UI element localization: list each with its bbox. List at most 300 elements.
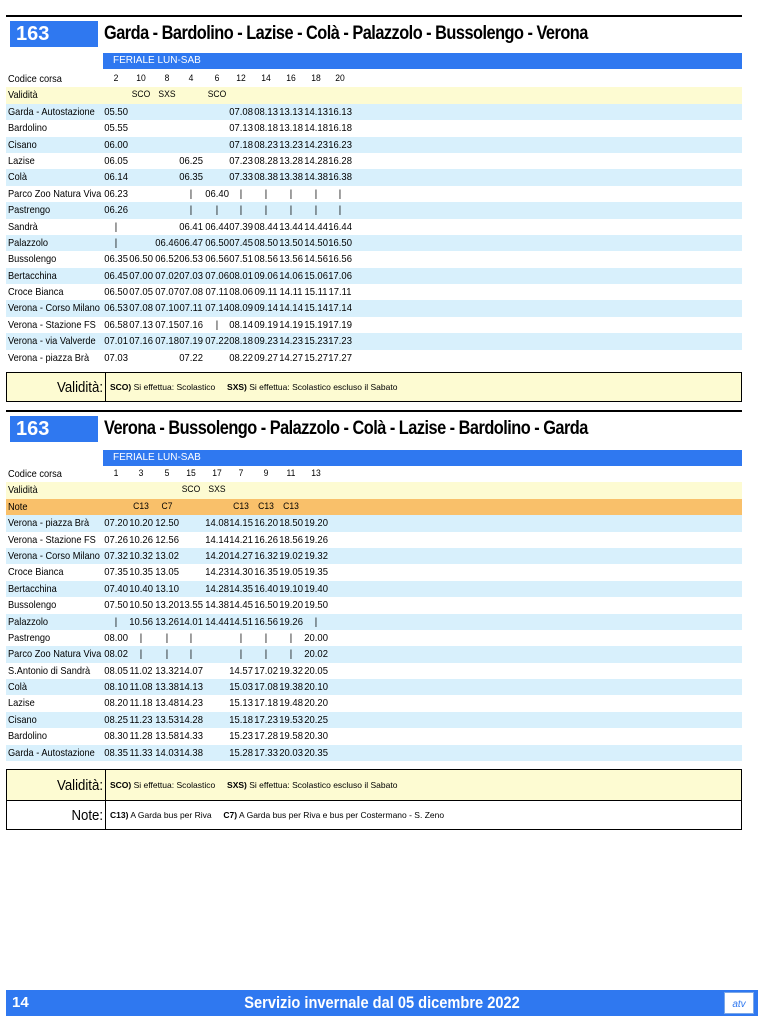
departure-time: 10.26 [129, 533, 153, 546]
service-type-bar [103, 53, 742, 69]
departure-time: 08.30 [104, 730, 128, 743]
row-label: Parco Zoo Natura Viva [8, 648, 102, 661]
departure-time: 07.40 [104, 582, 128, 595]
departure-time: | [289, 648, 293, 661]
departure-time: 06.50 [104, 286, 128, 299]
departure-time: 13.26 [155, 615, 179, 628]
legend-validita-label: Validità: [57, 777, 103, 794]
departure-time: 14.15 [229, 517, 253, 530]
departure-time: 07.35 [104, 566, 128, 579]
departure-time: 17.33 [254, 746, 278, 759]
departure-time: 08.50 [254, 236, 278, 249]
departure-time: 13.48 [155, 697, 179, 710]
trip-code: 14 [261, 73, 271, 84]
departure-time: | [314, 204, 318, 217]
stop-row [6, 153, 742, 169]
legend-code: SCO) [110, 780, 132, 790]
departure-time: | [139, 648, 143, 661]
stop-row [6, 564, 742, 580]
departure-time: 15.23 [304, 335, 328, 348]
departure-time: | [189, 648, 193, 661]
departure-time: 14.38 [304, 171, 328, 184]
departure-time: 19.02 [279, 549, 303, 562]
route-title: Garda - Bardolino - Lazise - Colà - Palazzolo - Bussolengo - Verona [104, 23, 588, 44]
departure-time: 10.40 [129, 582, 153, 595]
note-code: C13 [258, 500, 274, 512]
departure-time: | [189, 204, 193, 217]
departure-time: 07.16 [179, 318, 203, 331]
departure-time: 10.35 [129, 566, 153, 579]
row-label: Parco Zoo Natura Viva [8, 187, 102, 200]
departure-time: 07.02 [155, 269, 179, 282]
validita-row [6, 87, 742, 103]
departure-time: | [338, 204, 342, 217]
service-type-label: FERIALE LUN-SAB [113, 55, 201, 66]
stop-row [6, 695, 742, 711]
departure-time: 10.32 [129, 549, 153, 562]
departure-time: | [165, 631, 169, 644]
stop-row [6, 630, 742, 646]
departure-time: | [264, 187, 268, 200]
stop-row [6, 169, 742, 185]
route-header [6, 17, 742, 51]
departure-time: 08.25 [104, 713, 128, 726]
departure-time: 07.08 [229, 105, 253, 118]
departure-time: 15.27 [304, 351, 328, 364]
row-label: Sandrà [8, 220, 38, 233]
departure-time: 06.50 [129, 253, 153, 266]
departure-time: 19.26 [304, 533, 328, 546]
departure-time: 06.53 [104, 302, 128, 315]
stop-row [6, 679, 742, 695]
departure-time: | [289, 631, 293, 644]
departure-time: 19.53 [279, 713, 303, 726]
row-label: Bardolino [8, 122, 48, 135]
departure-time: 07.22 [205, 335, 229, 348]
departure-time: 14.23 [279, 335, 303, 348]
departure-time: 08.23 [254, 138, 278, 151]
departure-time: 19.20 [279, 599, 303, 612]
trip-code: 16 [286, 73, 296, 84]
departure-time: 17.11 [328, 286, 352, 299]
departure-time: 13.13 [279, 105, 303, 118]
departure-time: 19.40 [304, 582, 328, 595]
departure-time: 13.55 [179, 599, 203, 612]
stop-row [6, 333, 742, 349]
trip-code: 17 [212, 468, 222, 479]
departure-time: 07.14 [205, 302, 229, 315]
departure-time: 07.03 [104, 351, 128, 364]
validity-code: SCO [131, 89, 151, 101]
departure-time: 14.44 [205, 615, 229, 628]
departure-time: 16.13 [328, 105, 352, 118]
departure-time: | [264, 631, 268, 644]
trip-code: 11 [286, 468, 296, 479]
departure-time: 13.50 [279, 236, 303, 249]
row-label: Verona - Corso Milano [8, 302, 100, 315]
row-label: Garda - Autostazione [8, 105, 95, 118]
departure-time: 05.55 [104, 122, 128, 135]
stop-row [6, 284, 742, 300]
departure-time: 06.50 [205, 236, 229, 249]
departure-time: 06.00 [104, 138, 128, 151]
legend-note-text [105, 801, 444, 829]
departure-time: 12.50 [155, 517, 179, 530]
departure-time: 06.44 [205, 220, 229, 233]
row-label: Bussolengo [8, 599, 57, 612]
stop-row [6, 251, 742, 267]
departure-time: 07.13 [229, 122, 253, 135]
departure-time: | [165, 648, 169, 661]
timetable-grid [6, 71, 742, 366]
trip-code: 1 [113, 468, 119, 479]
departure-time: 15.19 [304, 318, 328, 331]
departure-time: | [189, 631, 193, 644]
departure-time: 06.46 [155, 236, 179, 249]
departure-time: 19.35 [304, 566, 328, 579]
row-label: Verona - Corso Milano [8, 549, 100, 562]
departure-time: 07.15 [155, 318, 179, 331]
departure-time: 13.02 [155, 549, 179, 562]
departure-time: 17.27 [328, 351, 352, 364]
row-label: Codice corsa [8, 73, 62, 85]
atv-logo [724, 992, 754, 1014]
trip-code: 10 [136, 73, 146, 84]
departure-time: 20.10 [304, 681, 328, 694]
stop-row [6, 300, 742, 316]
stop-row [6, 712, 742, 728]
departure-time: 08.09 [229, 302, 253, 315]
departure-time: 13.28 [279, 154, 303, 167]
departure-time: 06.26 [104, 204, 128, 217]
stop-row [6, 728, 742, 744]
departure-time: 05.50 [104, 105, 128, 118]
departure-time: 07.23 [229, 154, 253, 167]
departure-time: 14.08 [205, 517, 229, 530]
trip-code: 2 [113, 73, 119, 84]
departure-time: 14.23 [205, 566, 229, 579]
departure-time: 13.05 [155, 566, 179, 579]
stop-row [6, 745, 742, 761]
departure-time: 06.05 [104, 154, 128, 167]
departure-time: 17.23 [254, 713, 278, 726]
departure-time: 20.05 [304, 664, 328, 677]
trip-code: 15 [186, 468, 196, 479]
svg-text:atv: atv [732, 999, 746, 1010]
stop-row [6, 104, 742, 120]
departure-time: 18.56 [279, 533, 303, 546]
departure-time: 06.40 [205, 187, 229, 200]
departure-time: 07.51 [229, 253, 253, 266]
departure-time: 15.13 [229, 697, 253, 710]
departure-time: 19.32 [304, 549, 328, 562]
departure-time: 14.23 [179, 697, 203, 710]
stop-row [6, 646, 742, 662]
departure-time: 06.35 [104, 253, 128, 266]
departure-time: 20.35 [304, 746, 328, 759]
departure-time: 14.07 [179, 664, 203, 677]
legend-code: SCO) [110, 382, 132, 392]
departure-time: 16.50 [254, 599, 278, 612]
departure-time: 13.44 [279, 220, 303, 233]
row-label: Cisano [8, 713, 37, 726]
timetable-section-outbound [6, 15, 742, 396]
departure-time: 08.01 [229, 269, 253, 282]
trip-code: 4 [188, 73, 194, 84]
departure-time: 19.50 [304, 599, 328, 612]
codice-corsa-row [6, 71, 742, 87]
route-number-badge: 163 [10, 21, 98, 47]
departure-time: 19.05 [279, 566, 303, 579]
departure-time: 14.28 [179, 713, 203, 726]
departure-time: | [239, 204, 243, 217]
departure-time: | [239, 187, 243, 200]
stop-row [6, 219, 742, 235]
stop-row [6, 548, 742, 564]
departure-time: 07.00 [129, 269, 153, 282]
departure-time: 16.38 [328, 171, 352, 184]
stop-row [6, 202, 742, 218]
row-label: Verona - via Valverde [8, 335, 96, 348]
departure-time: 07.18 [229, 138, 253, 151]
departure-time: 07.03 [179, 269, 203, 282]
departure-time: 17.06 [328, 269, 352, 282]
departure-time: 09.14 [254, 302, 278, 315]
departure-time: 16.40 [254, 582, 278, 595]
departure-time: 14.45 [229, 599, 253, 612]
departure-time: | [338, 187, 342, 200]
legend-text: Si effettua: Scolastico escluso il Sabato [249, 382, 398, 392]
departure-time: 07.11 [179, 302, 203, 315]
departure-time: 08.44 [254, 220, 278, 233]
departure-time: 08.35 [104, 746, 128, 759]
departure-time: 06.45 [104, 269, 128, 282]
departure-time: 13.56 [279, 253, 303, 266]
row-label: Lazise [8, 697, 35, 710]
page-number: 14 [12, 994, 29, 1011]
departure-time: 16.20 [254, 517, 278, 530]
departure-time: 13.32 [155, 664, 179, 677]
stop-row [6, 581, 742, 597]
row-label: Validità [8, 484, 38, 497]
departure-time: 16.18 [328, 122, 352, 135]
departure-time: 17.18 [254, 697, 278, 710]
departure-time: 14.14 [279, 302, 303, 315]
departure-time: 08.18 [229, 335, 253, 348]
departure-time: 07.01 [104, 335, 128, 348]
departure-time: 14.21 [229, 533, 253, 546]
row-label: Cisano [8, 138, 37, 151]
departure-time: 14.28 [205, 582, 229, 595]
departure-time: 16.56 [328, 253, 352, 266]
stop-row [6, 317, 742, 333]
departure-time: 07.11 [205, 286, 229, 299]
service-type-bar [103, 450, 742, 466]
departure-time: | [239, 648, 243, 661]
departure-time: 08.38 [254, 171, 278, 184]
departure-time: 13.58 [155, 730, 179, 743]
departure-time: 08.56 [254, 253, 278, 266]
row-label: Verona - Stazione FS [8, 533, 96, 546]
departure-time: 07.05 [129, 286, 153, 299]
trip-code: 3 [138, 468, 144, 479]
legend-validita [6, 769, 742, 801]
departure-time: 11.23 [129, 713, 153, 726]
row-label: Pastrengo [8, 204, 51, 217]
row-label: Codice corsa [8, 468, 62, 480]
departure-time: 14.11 [279, 286, 303, 299]
departure-time: 14.27 [279, 351, 303, 364]
departure-time: 07.32 [104, 549, 128, 562]
departure-time: 17.02 [254, 664, 278, 677]
departure-time: 14.38 [205, 599, 229, 612]
timetable-grid [6, 466, 742, 761]
legend-validita-text [105, 373, 397, 401]
service-period-text: Servizio invernale dal 05 dicembre 2022 [244, 993, 520, 1012]
departure-time: 20.00 [304, 631, 328, 644]
departure-time: 11.28 [129, 730, 153, 743]
row-label: Palazzolo [8, 236, 49, 249]
atv-logo-icon [725, 993, 753, 1013]
departure-time: | [314, 187, 318, 200]
service-type-label: FERIALE LUN-SAB [113, 452, 201, 463]
legend-note-label: Note: [71, 807, 103, 824]
departure-time: | [215, 318, 219, 331]
row-label: Bussolengo [8, 253, 57, 266]
departure-time: 16.32 [254, 549, 278, 562]
legend-code: SXS) [227, 780, 247, 790]
departure-time: 13.38 [279, 171, 303, 184]
trip-code: 6 [214, 73, 220, 84]
departure-time: 08.20 [104, 697, 128, 710]
departure-time: 16.26 [254, 533, 278, 546]
departure-time: 11.08 [129, 681, 153, 694]
departure-time: 15.23 [229, 730, 253, 743]
departure-time: 16.28 [328, 154, 352, 167]
departure-time: 19.58 [279, 730, 303, 743]
legend-validita [6, 372, 742, 402]
validity-code: SCO [207, 89, 227, 101]
legend-code: SXS) [227, 382, 247, 392]
departure-time: 11.02 [129, 664, 153, 677]
departure-time: 16.44 [328, 220, 352, 233]
departure-time: 19.32 [279, 664, 303, 677]
departure-time: 14.51 [229, 615, 253, 628]
departure-time: 07.45 [229, 236, 253, 249]
departure-time: 13.53 [155, 713, 179, 726]
departure-time: 14.01 [179, 615, 203, 628]
departure-time: 14.44 [304, 220, 328, 233]
stop-row [6, 186, 742, 202]
note-row [6, 499, 742, 515]
departure-time: 07.50 [104, 599, 128, 612]
departure-time: 14.56 [304, 253, 328, 266]
departure-time: 10.20 [129, 517, 153, 530]
row-label: Lazise [8, 154, 35, 167]
departure-time: 08.02 [104, 648, 128, 661]
departure-time: 14.28 [304, 154, 328, 167]
row-label: Note [8, 500, 28, 513]
trip-code: 7 [238, 468, 244, 479]
departure-time: 14.27 [229, 549, 253, 562]
departure-time: 07.26 [104, 533, 128, 546]
departure-time: 20.25 [304, 713, 328, 726]
departure-time: 20.03 [279, 746, 303, 759]
departure-time: 07.18 [155, 335, 179, 348]
departure-time: 14.20 [205, 549, 229, 562]
departure-time: 06.14 [104, 171, 128, 184]
departure-time: 08.14 [229, 318, 253, 331]
departure-time: 13.23 [279, 138, 303, 151]
note-code: C7 [161, 500, 173, 512]
trip-code: 5 [164, 468, 170, 479]
departure-time: 14.30 [229, 566, 253, 579]
departure-time: | [189, 187, 193, 200]
departure-time: 09.19 [254, 318, 278, 331]
legend-code: C13) [110, 810, 129, 820]
row-label: Colà [8, 171, 28, 184]
row-label: Bertacchina [8, 269, 57, 282]
departure-time: 15.11 [304, 286, 328, 299]
legend-validita-label: Validità: [57, 379, 103, 396]
departure-time: 14.18 [304, 122, 328, 135]
row-label: Croce Bianca [8, 286, 64, 299]
stop-row [6, 515, 742, 531]
departure-time: 13.10 [155, 582, 179, 595]
departure-time: 19.26 [279, 615, 303, 628]
legend-text: Si effettua: Scolastico [133, 382, 216, 392]
legend-text: Si effettua: Scolastico [133, 780, 216, 790]
departure-time: 14.19 [279, 318, 303, 331]
departure-time: 12.56 [155, 533, 179, 546]
stop-row [6, 235, 742, 251]
departure-time: 17.23 [328, 335, 352, 348]
departure-time: 07.22 [179, 351, 203, 364]
validity-code: SXS [208, 484, 226, 496]
trip-code: 13 [311, 468, 321, 479]
departure-time: 09.11 [254, 286, 278, 299]
departure-time: 08.06 [229, 286, 253, 299]
departure-time: 09.27 [254, 351, 278, 364]
legend-text: A Garda bus per Riva [130, 810, 212, 820]
trip-code: 20 [335, 73, 345, 84]
departure-time: 07.06 [205, 269, 229, 282]
row-label: Validità [8, 89, 38, 102]
row-label: Verona - piazza Brà [8, 517, 90, 530]
stop-row [6, 532, 742, 548]
row-label: Palazzolo [8, 615, 49, 628]
departure-time: 17.28 [254, 730, 278, 743]
departure-time: 19.48 [279, 697, 303, 710]
departure-time: 10.50 [129, 599, 153, 612]
note-code: C13 [283, 500, 299, 512]
departure-time: 06.58 [104, 318, 128, 331]
legend-validita-text [105, 770, 397, 800]
departure-time: 07.16 [129, 335, 153, 348]
departure-time: 08.28 [254, 154, 278, 167]
departure-time: 15.03 [229, 681, 253, 694]
legend-text: A Garda bus per Riva e bus per Costermano - S. Zeno [239, 810, 445, 820]
departure-time: 14.23 [304, 138, 328, 151]
departure-time: 16.35 [254, 566, 278, 579]
timetable-section-return [6, 410, 742, 824]
departure-time: 14.57 [229, 664, 253, 677]
departure-time: 06.53 [179, 253, 203, 266]
departure-time: | [239, 631, 243, 644]
departure-time: 15.06 [304, 269, 328, 282]
departure-time: 09.06 [254, 269, 278, 282]
departure-time: 06.25 [179, 154, 203, 167]
